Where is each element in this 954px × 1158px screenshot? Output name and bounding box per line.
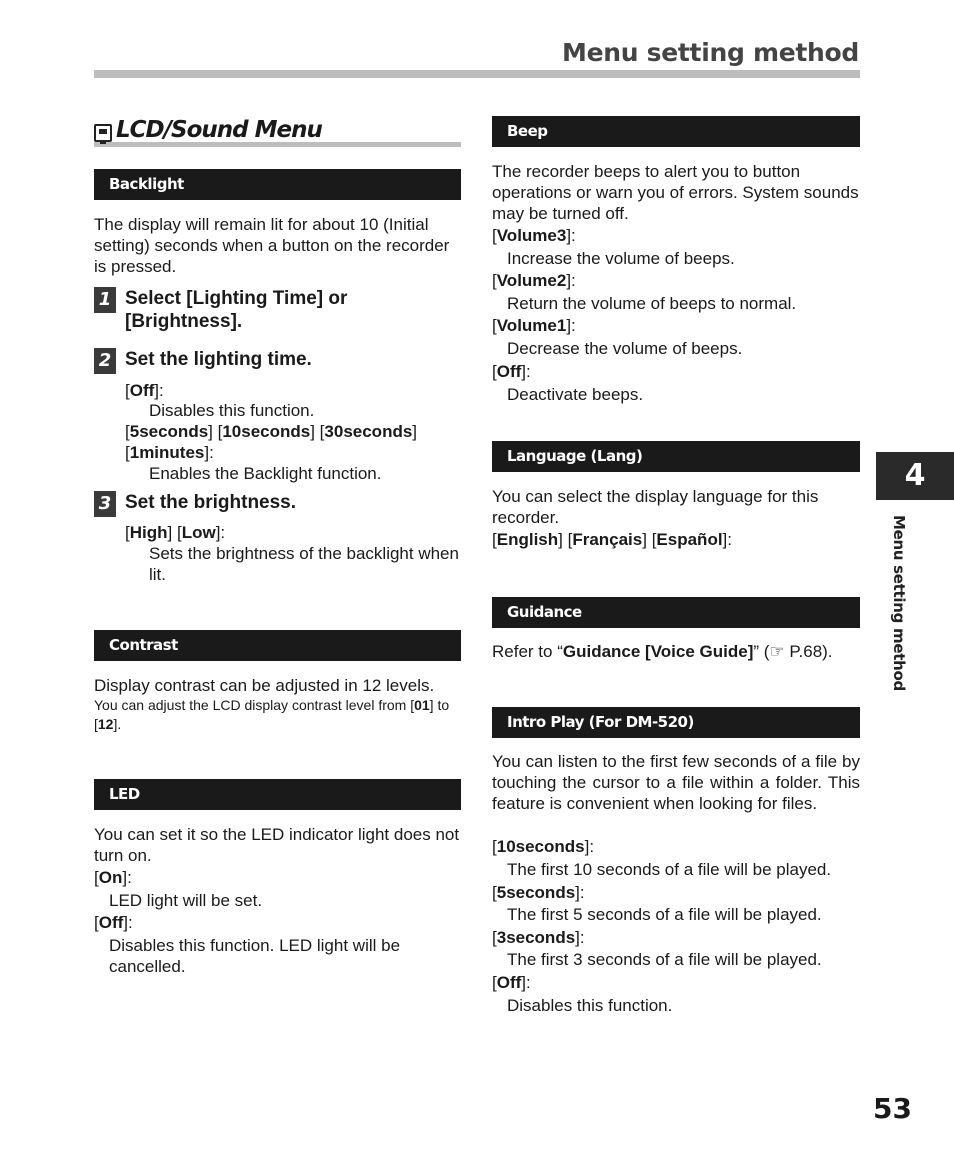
guidance-heading: Guidance xyxy=(492,597,860,628)
led-on-desc: LED light will be set. xyxy=(109,891,263,910)
option-off: [Off]: xyxy=(125,381,164,400)
step-2-label: Set the lighting time. xyxy=(125,349,312,370)
step-number: 3 xyxy=(94,491,116,517)
option-timers-desc: Enables the Backlight function. xyxy=(149,464,382,483)
beep-off: [Off]: xyxy=(492,362,531,381)
header-rule xyxy=(94,70,860,78)
beep-intro: The recorder beeps to alert you to button operations or warn you of errors. System sounds may be turned off. xyxy=(492,162,859,223)
intro-10-desc: The first 10 seconds of a file will be played. xyxy=(507,860,832,879)
language-options: [English] [Français] [Español]: xyxy=(492,530,732,549)
backlight-heading: Backlight xyxy=(94,169,461,200)
option-high-low: [High] [Low]: xyxy=(125,523,226,542)
led-off-desc: Disables this function. LED light will be cancelled. xyxy=(109,936,401,976)
step-1-label: Select [Lighting Time] or [Brightness]. xyxy=(125,288,348,332)
page-header-title: Menu setting method xyxy=(562,38,859,67)
intro-play-heading: Intro Play (For DM-520) xyxy=(492,707,860,738)
led-heading: LED xyxy=(94,779,461,810)
intro-off: [Off]: xyxy=(492,973,531,992)
beep-v2: [Volume2]: xyxy=(492,271,576,290)
option-off-desc: Disables this function. xyxy=(149,401,315,420)
beep-v2-desc: Return the volume of beeps to normal. xyxy=(507,294,797,313)
chapter-tab: 4 xyxy=(876,452,954,500)
intro-3: [3seconds]: xyxy=(492,928,585,947)
led-intro: You can set it so the LED indicator light does not turn on. xyxy=(94,825,460,865)
language-heading: Language (Lang) xyxy=(492,441,860,472)
contrast-text: Display contrast can be adjusted in 12 levels. xyxy=(94,676,435,695)
beep-v1-desc: Decrease the volume of beeps. xyxy=(507,339,743,358)
step-number: 1 xyxy=(94,287,116,313)
beep-v3-desc: Increase the volume of beeps. xyxy=(507,249,735,268)
led-on: [On]: xyxy=(94,868,132,887)
led-off: [Off]: xyxy=(94,913,133,932)
intro-5: [5seconds]: xyxy=(492,883,585,902)
beep-heading: Beep xyxy=(492,116,860,147)
intro-off-desc: Disables this function. xyxy=(507,996,673,1015)
brightness-desc: Sets the brightness of the backlight when lit. xyxy=(149,544,459,584)
step-3-label: Set the brightness. xyxy=(125,492,297,513)
intro-5-desc: The first 5 seconds of a file will be played. xyxy=(507,905,822,924)
option-1min: [1minutes]: xyxy=(125,443,214,462)
section-title-text: LCD/Sound Menu xyxy=(116,117,322,143)
side-chapter-label: Menu setting method xyxy=(890,515,908,691)
section-title xyxy=(94,117,461,147)
beep-off-desc: Deactivate beeps. xyxy=(507,385,644,404)
step-number: 2 xyxy=(94,348,116,374)
intro-play-intro: You can listen to the first few seconds of a file by touching the cursor to a file within a folder. This feature is convenient when looking for files. xyxy=(492,752,860,813)
language-intro: You can select the display language for this recorder. xyxy=(492,487,819,527)
contrast-heading: Contrast xyxy=(94,630,461,661)
beep-v1: [Volume1]: xyxy=(492,316,576,335)
option-timers: [5seconds] [10seconds] [30seconds] xyxy=(125,422,418,441)
intro-3-desc: The first 3 seconds of a file will be played. xyxy=(507,950,822,969)
display-icon xyxy=(94,124,112,142)
guidance-text: Refer to “Guidance [Voice Guide]” (☞ P.68). xyxy=(492,642,833,661)
page-number: 53 xyxy=(873,1092,912,1125)
contrast-small: You can adjust the LCD display contrast level from [01] to [12]. xyxy=(94,697,450,732)
beep-v3: [Volume3]: xyxy=(492,226,576,245)
intro-10: [10seconds]: xyxy=(492,837,595,856)
backlight-intro: The display will remain lit for about 10 (Initial setting) seconds when a button on the recorder is pressed. xyxy=(94,215,450,276)
